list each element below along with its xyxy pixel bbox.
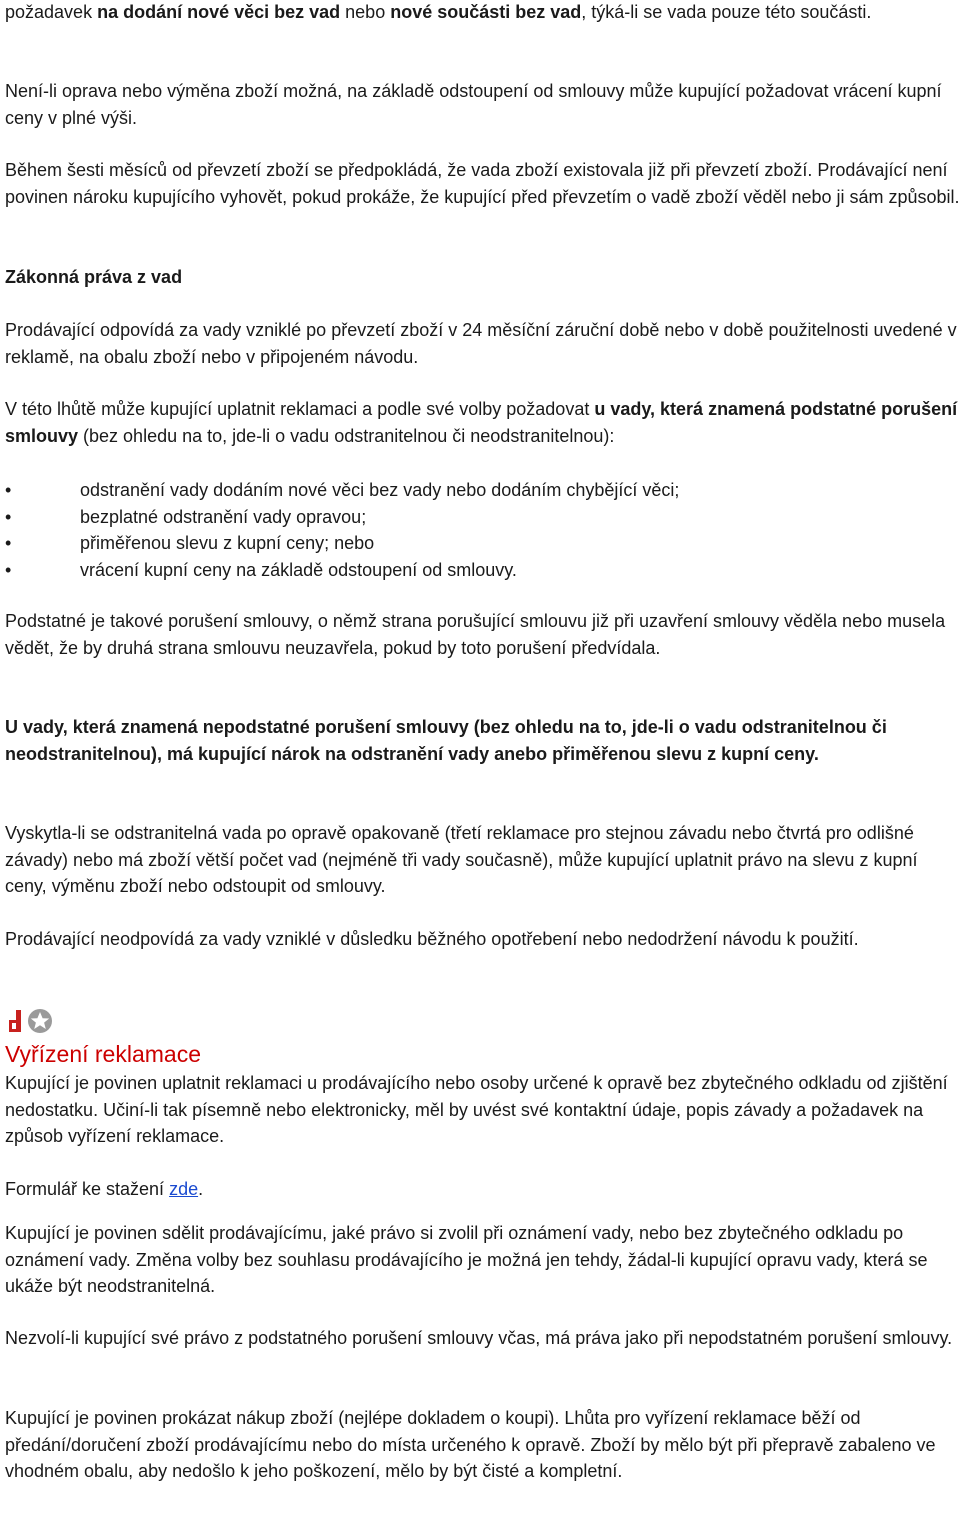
- intro-paragraph-2: Není-li oprava nebo výměna zboží možná, na základě odstoupení od smlouvy může kupující požadovat vrácení kupní ceny v plné výši.: [5, 81, 942, 128]
- rights-paragraph-6: Prodávající neodpovídá za vady vzniklé v důsledku běžného opotřebení nebo nedodržení návodu k použití.: [5, 929, 859, 949]
- section-heading-rights: Zákonná práva z vad: [5, 267, 183, 287]
- bullet-icon: •: [5, 533, 12, 553]
- list-item: • odstranění vady dodáním nové věci bez vady nebo dodáním chybějící věci;: [5, 477, 960, 504]
- bold-phrase: nové součásti bez vad: [390, 2, 582, 22]
- intro-paragraph-1: požadavek na dodání nové věci bez vad nebo nové součásti bez vad, týká-li se vada pouze této součásti.: [5, 2, 872, 22]
- d-star-logo-icon: [7, 1007, 55, 1037]
- rights-paragraph-2: V této lhůtě může kupující uplatnit reklamaci a podle své volby požadovat u vady, která znamená podstatné porušení smlouvy (bez ohledu na to, jde-li o vadu odstranitelnou či neodstranitelnou):: [5, 399, 958, 446]
- remedies-list: [5, 477, 960, 583]
- bold-phrase: u vady, která znamená podstatné porušení smlouvy: [5, 399, 958, 446]
- rights-paragraph-1: Prodávající odpovídá za vady vzniklé po převzetí zboží v 24 měsíční záruční době nebo v době použitelnosti uvedené v reklamě, na obalu zboží nebo v připojeném návodu.: [5, 320, 957, 367]
- rights-paragraph-3: Podstatné je takové porušení smlouvy, o němž strana porušující smlouvu již při uzavření smlouvy věděla nebo musela vědět, že by druhá strana smlouvu neuzavřela, pokud by toto porušení předvídala.: [5, 611, 946, 658]
- list-item: • bezplatné odstranění vady opravou;: [5, 504, 960, 531]
- form-download-line: Formulář ke stažení zde.: [5, 1179, 204, 1199]
- list-item: • vrácení kupní ceny na základě odstoupení od smlouvy.: [5, 557, 960, 584]
- claims-paragraph-3: Nezvolí-li kupující své právo z podstatného porušení smlouvy včas, má práva jako při nepodstatném porušení smlouvy.: [5, 1328, 953, 1348]
- claims-paragraph-4: Kupující je povinen prokázat nákup zboží (nejlépe dokladem o koupi). Lhůta pro vyřízení reklamace běží od předání/doručení zboží prodávajícímu nebo do místa určeného k opravě. Zboží by mělo být při přepravě zabaleno ve vhodném obalu, aby nedošlo k jeho poškození, mělo by být čisté a kompletní.: [5, 1408, 936, 1481]
- bold-phrase: na dodání nové věci bez vad: [97, 2, 341, 22]
- bullet-icon: •: [5, 559, 12, 580]
- logo-d-counter: [12, 1023, 16, 1029]
- intro-paragraph-3: Během šesti měsíců od převzetí zboží se předpokládá, že vada zboží existovala již při převzetí zboží. Prodávající není povinen nároku kupujícího vyhovět, pokud prokáže, že kupující před převzetím o vadě zboží věděl nebo ji sám způsobil.: [5, 160, 960, 207]
- bullet-icon: •: [5, 506, 12, 527]
- rights-paragraph-4: U vady, která znamená nepodstatné porušení smlouvy (bez ohledu na to, jde-li o vadu odstranitelnou či neodstranitelnou), má kupující nárok na odstranění vady anebo přiměřenou slevu z kupní ceny.: [5, 717, 887, 764]
- form-download-link[interactable]: zde: [169, 1179, 199, 1199]
- claims-paragraph-1: Kupující je povinen uplatnit reklamaci u prodávajícího nebo osoby určené k opravě bez zbytečného odkladu od zjištění nedostatku. Učiní-li tak písemně nebo elektronicky, měl by uvést své kontaktní údaje, popis závady a požadavek na způsob vyřízení reklamace.: [5, 1073, 948, 1146]
- section-heading-claims: Vyřízení reklamace: [5, 1041, 201, 1067]
- list-item: • přiměřenou slevu z kupní ceny; nebo: [5, 530, 960, 557]
- logo-d-stem: [16, 1010, 21, 1032]
- claims-paragraph-2: Kupující je povinen sdělit prodávajícímu, jaké právo si zvolil při oznámení vady, nebo bez zbytečného odkladu po oznámení vady. Změna volby bez souhlasu prodávajícího je možná jen tehdy, žádal-li kupující opravu vady, která se ukáže být neodstranitelná.: [5, 1223, 928, 1296]
- bullet-icon: •: [5, 480, 12, 500]
- rights-paragraph-5: Vyskytla-li se odstranitelná vada po opravě opakovaně (třetí reklamace pro stejnou závadu nebo čtvrtá pro odlišné závady) nebo má zboží větší počet vad (nejméně tři vady současně), může kupující uplatnit právo na slevu z kupní ceny, výměnu zboží nebo odstoupit od smlouvy.: [5, 823, 918, 896]
